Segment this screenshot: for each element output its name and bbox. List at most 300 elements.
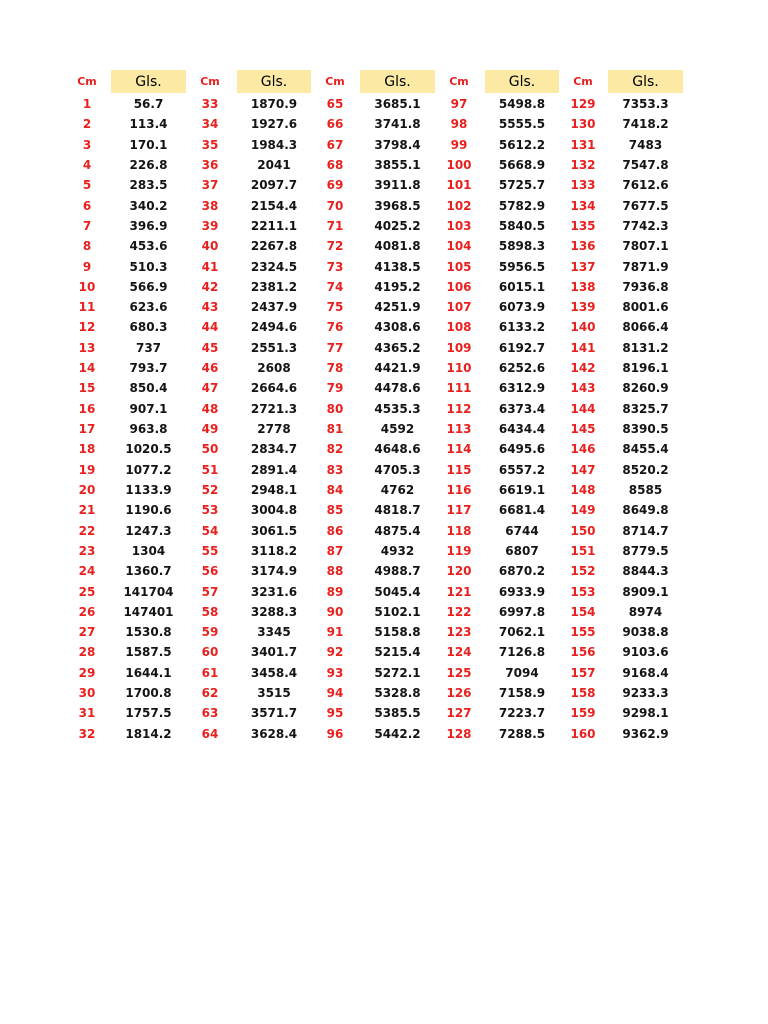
cm-cell: 6	[82, 198, 92, 213]
gls-cell: 3061.5	[250, 523, 298, 538]
gls-cell: 907.1	[129, 401, 168, 416]
gls-cell: 6073.9	[498, 300, 546, 315]
cm-cell: 85	[326, 503, 344, 518]
cm-cell: 120	[446, 564, 472, 579]
cm-cell: 131	[570, 137, 596, 152]
cm-cell: 146	[570, 442, 596, 457]
gls-cell: 5840.5	[498, 218, 546, 233]
cm-cell: 49	[201, 422, 219, 436]
cm-cell: 19	[78, 462, 96, 477]
cm-cell: 15	[78, 381, 96, 396]
gls-cell: 1814.2	[125, 726, 172, 741]
cm-cell: 137	[570, 259, 596, 274]
gls-cell: 7612.6	[622, 178, 669, 193]
gls-cell: 1247.3	[125, 523, 172, 538]
cm-cell: 13	[78, 340, 96, 355]
cm-cell: 155	[570, 625, 596, 640]
gls-cell: 8325.7	[622, 401, 669, 416]
cm-cell: 21	[78, 503, 96, 518]
cm-cell: 124	[446, 645, 472, 660]
cm-cell: 151	[570, 543, 596, 558]
gls-cell: 2551.3	[250, 340, 298, 355]
cm-cell: 101	[446, 178, 472, 193]
cm-cell: 111	[446, 381, 472, 396]
gls-cell: 1360.7	[125, 564, 172, 579]
gls-cell: 6870.2	[498, 564, 546, 579]
cm-cell: 20	[78, 482, 96, 497]
cm-cell: 148	[570, 482, 596, 497]
gls-cell: 453.6	[129, 239, 168, 254]
gls-cell: 2608	[257, 361, 291, 376]
gls-cell: 8001.6	[622, 300, 669, 315]
gls-cell: 3685.1	[374, 97, 421, 111]
cm-cell: 110	[446, 361, 472, 376]
cm-cell: 139	[570, 300, 596, 315]
cm-cell: 78	[326, 361, 344, 376]
cm-cell: 64	[201, 726, 219, 741]
cm-cell: 108	[446, 320, 472, 335]
gls-cell: 3968.5	[374, 198, 421, 213]
cm-cell: 54	[201, 523, 219, 538]
gls-cell: 7223.7	[498, 706, 546, 721]
gls-cell: 147401	[123, 604, 174, 619]
gls-cell: 1700.8	[125, 686, 172, 701]
gls-cell: 3798.4	[374, 137, 421, 152]
cm-cell: 2	[82, 117, 92, 132]
cm-cell: 17	[78, 422, 96, 436]
cm-cell: 152	[570, 564, 596, 579]
cm-cell: 100	[446, 157, 472, 172]
gls-cell: 9168.4	[622, 665, 669, 680]
gls-cell: 9298.1	[622, 706, 669, 721]
cm-cell: 74	[326, 279, 344, 294]
cm-cell: 65	[326, 97, 344, 111]
cm-cell: 88	[326, 564, 344, 579]
gls-cell: 1133.9	[125, 482, 172, 497]
cm-cell: 121	[446, 584, 472, 599]
gls-cell: 9362.9	[622, 726, 669, 741]
cm-cell: 16	[78, 401, 96, 416]
gls-cell: 2664.6	[250, 381, 298, 396]
cm-cell: 128	[446, 726, 472, 741]
cm-cell: 149	[570, 503, 596, 518]
gls-cell: 963.8	[129, 422, 168, 436]
gls-cell: 1190.6	[125, 503, 172, 518]
gls-cell: 850.4	[129, 381, 168, 396]
cm-cell: 115	[446, 462, 472, 477]
gls-cell: 7547.8	[622, 157, 669, 172]
cm-cell: 114	[446, 442, 472, 457]
gls-cell: 8260.9	[622, 381, 669, 396]
gls-cell: 6434.4	[498, 422, 546, 436]
cm-cell: 24	[78, 564, 96, 579]
gls-cell: 2891.4	[250, 462, 298, 477]
cm-cell: 35	[201, 137, 219, 152]
cm-cell: 36	[201, 157, 219, 172]
cm-cell: 104	[446, 239, 472, 254]
gls-cell: 340.2	[129, 198, 168, 213]
cm-cell: 92	[326, 645, 344, 660]
gls-cell: 4762	[380, 482, 415, 497]
gls-cell: 6495.6	[498, 442, 546, 457]
cm-cell: 106	[446, 279, 472, 294]
gls-cell: 1077.2	[125, 462, 172, 477]
gls-cell: 1304	[131, 543, 166, 558]
cm-cell: 81	[326, 422, 344, 436]
gls-cell: 8844.3	[622, 564, 669, 579]
gls-cell: 396.9	[129, 218, 168, 233]
gls-cell: 8455.4	[622, 442, 669, 457]
gls-cell: 8520.2	[622, 462, 669, 477]
gls-cell: 510.3	[129, 259, 168, 274]
cm-cell: 12	[78, 320, 96, 335]
cm-cell: 37	[201, 178, 219, 193]
cm-cell: 70	[326, 198, 344, 213]
cm-cell: 145	[570, 422, 596, 436]
cm-cell: 67	[326, 137, 344, 152]
gls-cell: 3458.4	[250, 665, 298, 680]
gls-cell: 6619.1	[498, 482, 546, 497]
cm-cell: 18	[78, 442, 96, 457]
cm-cell: 9	[82, 259, 92, 274]
cm-cell: 50	[201, 442, 219, 457]
gls-cell: 3174.9	[250, 564, 298, 579]
gls-header: Gls.	[360, 70, 435, 93]
cm-cell: 93	[326, 665, 344, 680]
gls-cell: 3401.7	[250, 645, 298, 660]
cm-cell: 122	[446, 604, 472, 619]
gls-cell: 1644.1	[125, 665, 172, 680]
cm-cell: 99	[450, 137, 468, 152]
cm-cell: 103	[446, 218, 472, 233]
cm-cell: 87	[326, 543, 344, 558]
cm-cell: 58	[201, 604, 219, 619]
gls-cell: 9233.3	[622, 686, 669, 701]
cm-cell: 129	[570, 97, 596, 111]
gls-cell: 4818.7	[374, 503, 421, 518]
gls-cell: 7288.5	[498, 726, 546, 741]
gls-cell: 4478.6	[374, 381, 421, 396]
cm-cell: 142	[570, 361, 596, 376]
cm-cell: 26	[78, 604, 96, 619]
gls-cell: 2211.1	[250, 218, 298, 233]
cm-cell: 109	[446, 340, 472, 355]
gls-cell: 9103.6	[622, 645, 669, 660]
gls-cell: 2721.3	[250, 401, 298, 416]
cm-cell: 22	[78, 523, 96, 538]
gls-cell: 56.7	[133, 97, 164, 111]
gls-cell: 7483	[628, 137, 663, 152]
gls-cell: 4932	[380, 543, 415, 558]
gls-cell: 7871.9	[622, 259, 669, 274]
cm-cell: 126	[446, 686, 472, 701]
cm-cell: 1	[82, 97, 92, 111]
gls-cell: 283.5	[129, 178, 168, 193]
cm-cell: 38	[201, 198, 219, 213]
cm-cell: 45	[201, 340, 219, 355]
cm-cell: 136	[570, 239, 596, 254]
gls-cell: 8585	[628, 482, 663, 497]
gls-cell: 2778	[257, 422, 291, 436]
cm-cell: 23	[78, 543, 96, 558]
gls-cell: 5272.1	[374, 665, 421, 680]
cm-header: Cm	[449, 74, 469, 88]
cm-cell: 72	[326, 239, 344, 254]
gls-cell: 6192.7	[498, 340, 546, 355]
cm-cell: 130	[570, 117, 596, 132]
cm-cell: 127	[446, 706, 472, 721]
cm-cell: 125	[446, 665, 472, 680]
gls-cell: 5612.2	[498, 137, 546, 152]
gls-cell: 5956.5	[498, 259, 546, 274]
gls-cell: 3628.4	[250, 726, 298, 741]
gls-cell: 7126.8	[498, 645, 546, 660]
gls-cell: 6373.4	[498, 401, 546, 416]
cm-cell: 32	[78, 726, 96, 741]
cm-cell: 134	[570, 198, 596, 213]
cm-cell: 59	[201, 625, 219, 640]
cm-cell: 39	[201, 218, 219, 233]
gls-cell: 3118.2	[250, 543, 298, 558]
cm-cell: 97	[450, 97, 468, 111]
gls-cell: 6744	[505, 523, 539, 538]
gls-cell: 7353.3	[622, 97, 669, 111]
gls-cell: 2154.4	[250, 198, 298, 213]
gls-cell: 5442.2	[374, 726, 421, 741]
cm-cell: 147	[570, 462, 596, 477]
gls-cell: 2494.6	[250, 320, 298, 335]
cm-cell: 63	[201, 706, 219, 721]
gls-cell: 8390.5	[622, 422, 669, 436]
gls-cell: 3231.6	[250, 584, 298, 599]
cm-cell: 71	[326, 218, 344, 233]
cm-cell: 31	[78, 706, 96, 721]
gls-cell: 4308.6	[374, 320, 421, 335]
cm-cell: 141	[570, 340, 596, 355]
gls-cell: 1757.5	[125, 706, 172, 721]
cm-cell: 156	[570, 645, 596, 660]
cm-cell: 8	[82, 239, 92, 254]
gls-cell: 3571.7	[250, 706, 298, 721]
cm-cell: 91	[326, 625, 344, 640]
gls-cell: 3911.8	[374, 178, 421, 193]
gls-cell: 7094	[505, 665, 539, 680]
cm-cell: 98	[450, 117, 468, 132]
gls-cell: 7677.5	[622, 198, 669, 213]
gls-header: Gls.	[485, 70, 559, 93]
gls-cell: 6557.2	[498, 462, 546, 477]
cm-cell: 56	[201, 564, 219, 579]
gls-cell: 8131.2	[622, 340, 669, 355]
gls-cell: 6997.8	[498, 604, 546, 619]
cm-cell: 86	[326, 523, 344, 538]
gls-cell: 5668.9	[498, 157, 546, 172]
cm-cell: 68	[326, 157, 344, 172]
gls-cell: 5782.9	[498, 198, 546, 213]
cm-cell: 14	[78, 361, 96, 376]
gls-cell: 1927.6	[250, 117, 298, 132]
cm-cell: 133	[570, 178, 596, 193]
cm-cell: 90	[326, 604, 344, 619]
gls-cell: 3004.8	[250, 503, 298, 518]
gls-cell: 7062.1	[498, 625, 546, 640]
cm-cell: 154	[570, 604, 596, 619]
gls-cell: 4365.2	[374, 340, 421, 355]
gls-cell: 8779.5	[622, 543, 669, 558]
gls-cell: 4535.3	[374, 401, 421, 416]
gls-cell: 4705.3	[374, 462, 421, 477]
cm-cell: 52	[201, 482, 219, 497]
gls-cell: 623.6	[129, 300, 168, 315]
gls-cell: 5328.8	[374, 686, 421, 701]
gls-cell: 1587.5	[125, 645, 172, 660]
gls-cell: 4648.6	[374, 442, 421, 457]
gls-cell: 5555.5	[498, 117, 546, 132]
gls-cell: 7158.9	[498, 686, 546, 701]
gls-cell: 566.9	[129, 279, 168, 294]
cm-cell: 118	[446, 523, 472, 538]
gls-cell: 2948.1	[250, 482, 298, 497]
gls-cell: 1984.3	[250, 137, 298, 152]
cm-header: Cm	[200, 74, 220, 88]
gls-cell: 6681.4	[498, 503, 546, 518]
cm-cell: 29	[78, 665, 96, 680]
gls-cell: 4195.2	[374, 279, 421, 294]
gls-cell: 2437.9	[250, 300, 298, 315]
gls-cell: 4988.7	[374, 564, 421, 579]
cm-cell: 138	[570, 279, 596, 294]
cm-cell: 40	[201, 239, 219, 254]
cm-cell: 51	[201, 462, 219, 477]
gls-cell: 5725.7	[498, 178, 546, 193]
gls-cell: 737	[135, 340, 162, 355]
cm-cell: 48	[201, 401, 219, 416]
gls-cell: 1870.9	[250, 97, 298, 111]
cm-cell: 105	[446, 259, 472, 274]
cm-cell: 77	[326, 340, 344, 355]
cm-cell: 73	[326, 259, 344, 274]
gls-cell: 8066.4	[622, 320, 669, 335]
cm-cell: 57	[201, 584, 219, 599]
cm-cell: 4	[82, 157, 92, 172]
cm-cell: 83	[326, 462, 344, 477]
gls-cell: 3515	[257, 686, 291, 701]
cm-cell: 42	[201, 279, 219, 294]
gls-cell: 8649.8	[622, 503, 669, 518]
gls-cell: 7418.2	[622, 117, 669, 132]
cm-header: Cm	[325, 74, 345, 88]
cm-cell: 44	[201, 320, 219, 335]
gls-cell: 5215.4	[374, 645, 421, 660]
gls-cell: 7936.8	[622, 279, 669, 294]
cm-cell: 27	[78, 625, 96, 640]
cm-cell: 132	[570, 157, 596, 172]
gls-cell: 4592	[380, 422, 415, 436]
gls-cell: 2381.2	[250, 279, 298, 294]
cm-cell: 7	[82, 218, 92, 233]
cm-cell: 143	[570, 381, 596, 396]
gls-cell: 1530.8	[125, 625, 172, 640]
cm-cell: 113	[446, 422, 472, 436]
cm-cell: 25	[78, 584, 96, 599]
cm-cell: 95	[326, 706, 344, 721]
cm-cell: 80	[326, 401, 344, 416]
gls-cell: 5385.5	[374, 706, 421, 721]
gls-cell: 4251.9	[374, 300, 421, 315]
gls-cell: 2041	[257, 157, 291, 172]
gls-cell: 2267.8	[250, 239, 298, 254]
cm-cell: 5	[82, 178, 92, 193]
cm-cell: 53	[201, 503, 219, 518]
cm-cell: 102	[446, 198, 472, 213]
cm-cell: 135	[570, 218, 596, 233]
cm-cell: 30	[78, 686, 96, 701]
cm-cell: 119	[446, 543, 472, 558]
gls-cell: 3855.1	[374, 157, 421, 172]
cm-cell: 117	[446, 503, 472, 518]
gls-cell: 4025.2	[374, 218, 421, 233]
cm-cell: 3	[82, 137, 92, 152]
cm-cell: 96	[326, 726, 344, 741]
cm-cell: 112	[446, 401, 472, 416]
gls-cell: 5158.8	[374, 625, 421, 640]
gls-cell: 5498.8	[498, 97, 546, 111]
gls-header: Gls.	[608, 70, 683, 93]
cm-header: Cm	[77, 74, 97, 88]
gls-header: Gls.	[237, 70, 311, 93]
cm-cell: 94	[326, 686, 344, 701]
cm-cell: 75	[326, 300, 344, 315]
cm-cell: 43	[201, 300, 219, 315]
cm-cell: 140	[570, 320, 596, 335]
cm-cell: 107	[446, 300, 472, 315]
cm-cell: 61	[201, 665, 219, 680]
gls-cell: 8974	[628, 604, 663, 619]
cm-cell: 69	[326, 178, 344, 193]
cm-cell: 55	[201, 543, 219, 558]
cm-cell: 158	[570, 686, 596, 701]
gls-cell: 6807	[505, 543, 539, 558]
gls-cell: 1020.5	[125, 442, 172, 457]
cm-cell: 116	[446, 482, 472, 497]
gls-cell: 8714.7	[622, 523, 669, 538]
cm-cell: 159	[570, 706, 596, 721]
cm-cell: 41	[201, 259, 219, 274]
cm-cell: 11	[78, 300, 96, 315]
cm-header: Cm	[573, 74, 593, 88]
cm-cell: 157	[570, 665, 596, 680]
cm-cell: 84	[326, 482, 344, 497]
gls-cell: 2097.7	[250, 178, 298, 193]
gls-cell: 7807.1	[622, 239, 669, 254]
cm-cell: 47	[201, 381, 219, 396]
gls-cell: 2834.7	[250, 442, 298, 457]
cm-cell: 28	[78, 645, 96, 660]
cm-cell: 153	[570, 584, 596, 599]
gls-cell: 8909.1	[622, 584, 669, 599]
gls-cell: 680.3	[129, 320, 168, 335]
gls-cell: 6015.1	[498, 279, 546, 294]
gls-cell: 5045.4	[374, 584, 421, 599]
gls-cell: 2324.5	[250, 259, 298, 274]
gls-cell: 5898.3	[498, 239, 546, 254]
gls-cell: 5102.1	[374, 604, 421, 619]
gls-cell: 113.4	[129, 117, 168, 132]
gls-cell: 6252.6	[498, 361, 546, 376]
gls-cell: 3741.8	[374, 117, 421, 132]
gls-cell: 3288.3	[250, 604, 298, 619]
gls-cell: 6312.9	[498, 381, 546, 396]
